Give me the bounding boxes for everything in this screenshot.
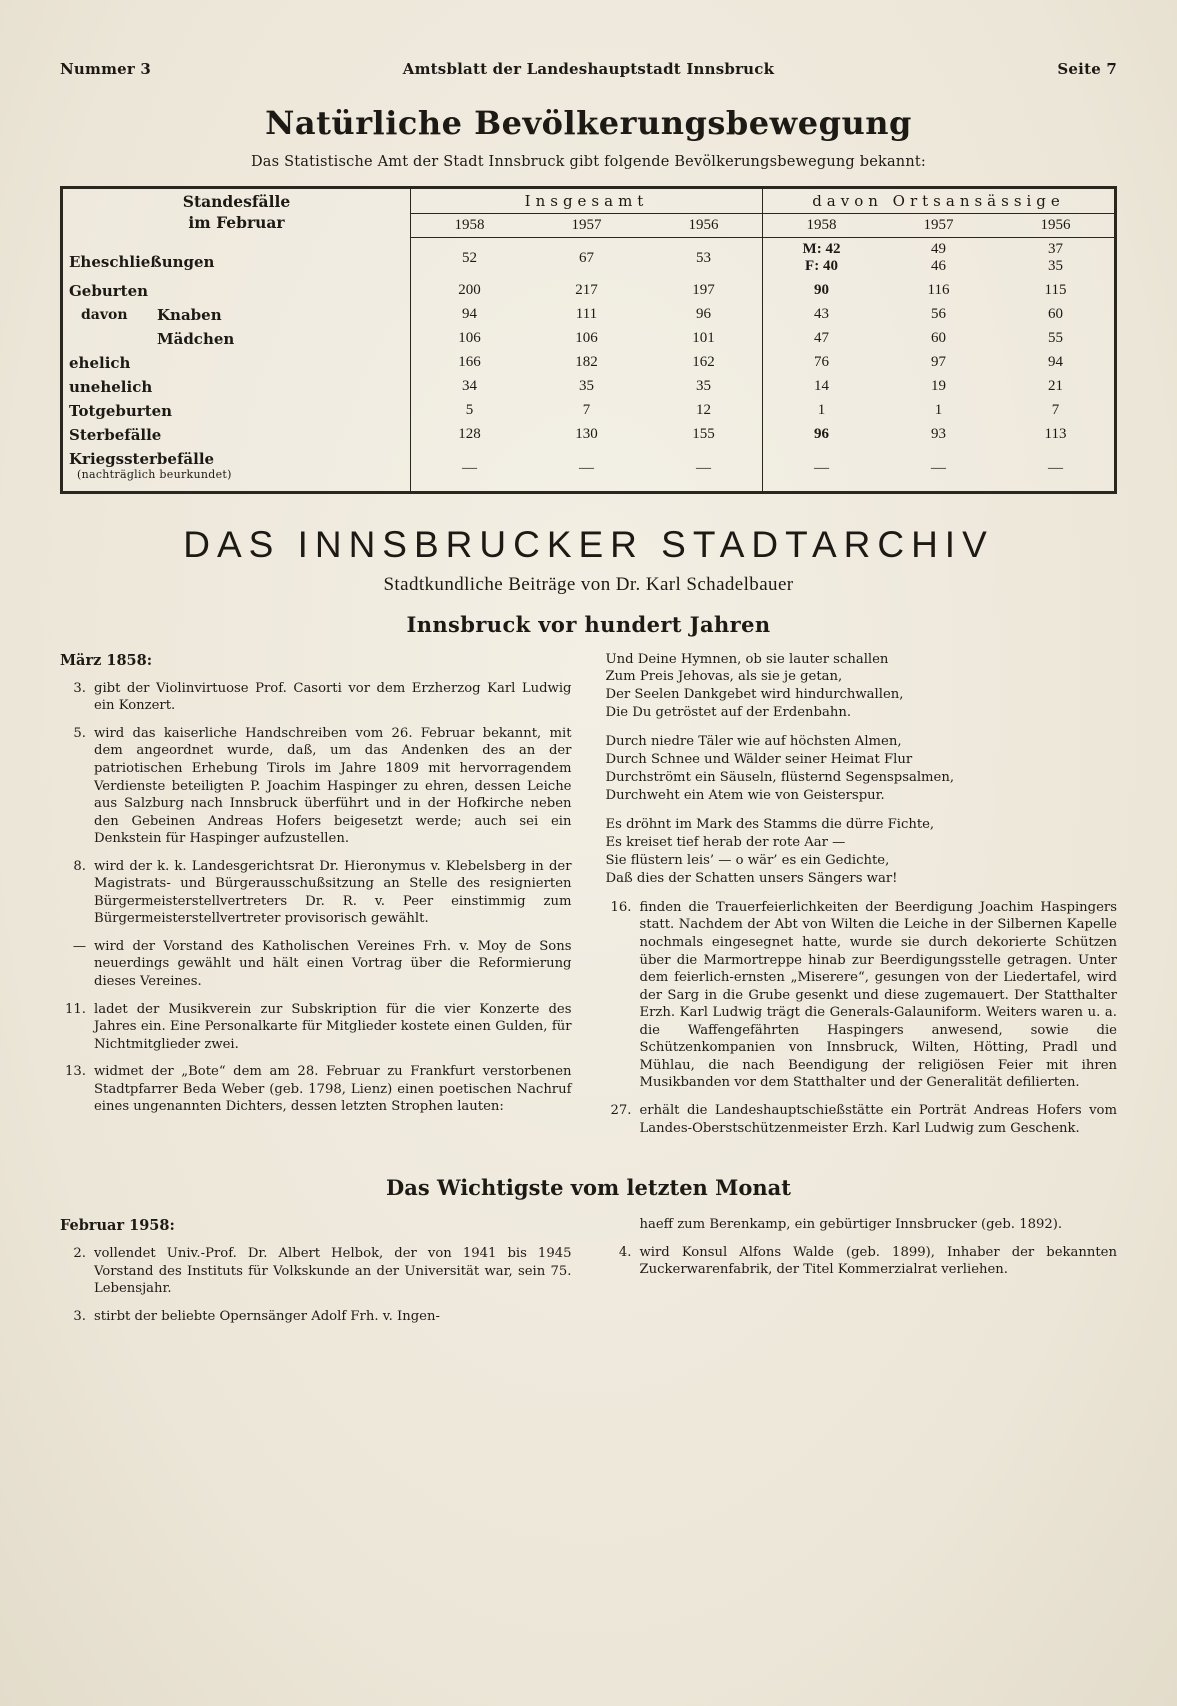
cell-local-1957: 1 [934, 402, 943, 418]
entry-number: 27. [610, 1102, 632, 1118]
cell-total-1957: 182 [575, 354, 598, 370]
cell-local-1958: — [814, 460, 829, 476]
table-row [63, 279, 1114, 303]
entry-number: 4. [618, 1244, 632, 1260]
cell-total-1957: 130 [575, 426, 598, 442]
statistics-table-frame [60, 186, 1117, 494]
entry-text: stirbt der beliebte Opernsänger Adolf Frh. v. Ingen- [94, 1308, 440, 1324]
row-label: Eheschließungen [63, 238, 411, 279]
row-label: Kriegssterbefälle [69, 449, 215, 468]
verse-stanza [606, 651, 1118, 723]
entry-number: 8. [73, 858, 86, 874]
entry-text: vollendet Univ.-Prof. Dr. Albert Helbok, der von 1941 bis 1945 Vorstand des Instituts für Volkskunde an der Universität war, sein 75. Lebensjahr. [94, 1246, 572, 1297]
group-header-local: davon Ortsansässige [763, 189, 1115, 214]
year-local-1956: 1956 [997, 214, 1114, 238]
entry-number: 11. [65, 1001, 86, 1017]
cell-total-1957: — [579, 460, 594, 476]
list-item [60, 1063, 572, 1116]
cell-total-1957: 7 [582, 402, 591, 418]
entry-number: — [72, 938, 86, 954]
entry-number: 3. [73, 1308, 86, 1324]
cell-total-1958: 200 [458, 282, 481, 298]
table-group-header-row [63, 189, 1114, 214]
cell-total-1958: 5 [465, 402, 474, 418]
entry-number: 2. [73, 1246, 86, 1262]
list-item [60, 725, 572, 848]
cell-local-1957: 49 46 [931, 241, 946, 275]
cell-total-1956: 12 [645, 399, 763, 423]
verse-line: Es dröhnt im Mark des Stamms die dürre Fichte, [605, 817, 935, 833]
year-total-1957: 1957 [528, 214, 645, 238]
entry-text: wird Konsul Alfons Walde (geb. 1899), Inhaber der bekannten Zuckerwarenfabrik, der Titel Kommerzialrat verliehen. [639, 1244, 1117, 1278]
cell-total-1958: 106 [458, 330, 481, 346]
monthly-left-datehead: Februar 1958: [60, 1217, 175, 1235]
cell-local-1957: 116 [927, 282, 950, 298]
cell-local-1957: 60 [931, 330, 946, 346]
verse-line: Durch Schnee und Wälder seiner Heimat Flur [605, 752, 913, 768]
entry-number [606, 1216, 640, 1234]
verse-stanza [606, 816, 1118, 888]
cell-total-1958: 166 [458, 354, 481, 370]
verse-line: Daß dies der Schatten unsers Sängers war! [605, 870, 898, 886]
row-label: Mädchen [157, 329, 235, 348]
entry-text: erhält die Landeshauptschießstätte ein Porträt Andreas Hofers vom Landes-Oberstschützenmeister Erzh. Karl Ludwig zum Geschenk. [639, 1102, 1117, 1136]
verse-line: Der Seelen Dankgebet wird hindurchwallen, [605, 687, 904, 703]
verse-line: Es kreiset tief herab der rote Aar — [605, 835, 846, 851]
cell-local-1956: 55 [1048, 330, 1063, 346]
cell-total-1958: — [462, 460, 477, 476]
cell-total-1957: 106 [575, 330, 598, 346]
verse-line: Durchweht ein Atem wie von Geisterspur. [605, 788, 885, 804]
year-total-1956: 1956 [645, 214, 763, 238]
cell-local-1957: 93 [931, 426, 946, 442]
corner-label-line2: im Februar [188, 213, 285, 233]
table-row [63, 303, 1114, 327]
cell-total-1956: 155 [645, 423, 763, 447]
monthly-right-column [606, 1216, 1118, 1335]
list-item [60, 1245, 572, 1298]
running-head-right: Seite 7 [1057, 60, 1117, 78]
cell-total-1958: 34 [462, 378, 477, 394]
archive-section-head: Innsbruck vor hundert Jahren [406, 611, 771, 637]
row-label-maedchen [63, 327, 411, 351]
statistics-table [63, 189, 1114, 491]
year-local-1957: 1957 [880, 214, 997, 238]
row-label: Sterbefälle [63, 423, 411, 447]
cell-local-1958: 96 [814, 426, 829, 442]
page-content [60, 60, 1117, 1336]
cell-total-1956: 96 [645, 303, 763, 327]
running-head-left: Nummer 3 [60, 60, 152, 78]
verse-line: Zum Preis Jehovas, als sie je getan, [605, 669, 843, 685]
archive-subtitle: Stadtkundliche Beiträge von Dr. Karl Schadelbauer [383, 573, 794, 595]
cell-total-1956: 162 [645, 351, 763, 375]
cell-total-1956: 53 [645, 238, 763, 279]
year-total-1958: 1958 [411, 214, 529, 238]
cell-total-1956: — [645, 447, 763, 491]
cell-total-1958: 52 [462, 249, 477, 266]
row-label: Totgeburten [63, 399, 411, 423]
verse-line: Durch niedre Täler wie auf höchsten Almen, [605, 734, 902, 750]
cell-total-1957: 217 [575, 282, 598, 298]
cell-local-1956: 21 [1048, 378, 1063, 394]
entry-text: wird das kaiserliche Handschreiben vom 26. Februar bekannt, mit dem angeordnet wurde, daß, um das Andenken des an der patriotischen Erhebung Tirols im Jahre 1809 mit hervorragendem Verdienste beteiligten P. Joachim Haspinger zu ehren, dessen Leiche aus Salzburg nach Innsbruck überführt und in der Hofkirche neben den Gebeinen Andreas Hofers beigesetzt werde; auch sei ein Denkstein für Haspinger aufzustellen. [94, 725, 572, 847]
cell-total-1957: 111 [575, 306, 598, 322]
cell-local-1958: 14 [814, 378, 829, 394]
entry-text: gibt der Violinvirtuose Prof. Casorti vor dem Erzherzog Karl Ludwig ein Konzert. [94, 680, 572, 714]
entry-number: 5. [73, 725, 86, 741]
entry-text: finden die Trauerfeierlichkeiten der Beerdigung Joachim Haspingers statt. Nachdem der Abt von Wilten die Leiche in der Silbernen Kapelle nochmals eingesegnet hatte, wurde sie durch dekorierte Schützen über die Marmortreppe hinab zur Beerdigungsstelle getragen. Unter dem feierlich-ernsten „Miserere“, gesungen von der Liedertafel, wird der Sarg in die Grube gesenkt und diese zugemauert. Der Statthalter Erzh. Karl Ludwig trägt die Generals-Galauniform. Weiters waren u. a. die Waffengefährten Haspingers anwesend, sowie die Schützenkompanien von Innsbruck, Wilten, Hötting, Pradl und Mühlau, die nach Beendigung der religiösen Feier mit ihren Musikbanden vor dem Statthalter und der Generalität defilierten. [639, 899, 1117, 1091]
monthly-columns [60, 1216, 1117, 1335]
entry-number: 16. [610, 899, 632, 915]
entry-number: 3. [73, 680, 86, 696]
cell-total-1958: 128 [458, 426, 481, 442]
cell-total-1957: 35 [579, 378, 594, 394]
archive-right-column [606, 651, 1118, 1148]
row-label-note: (nachträglich beurkundet) [77, 467, 232, 481]
cell-local-1956: 60 [1048, 306, 1063, 322]
list-item [60, 938, 572, 991]
row-label-war-deaths [63, 447, 411, 491]
table-row [63, 238, 1114, 279]
page-title: Natürliche Bevölkerungsbewegung [265, 104, 912, 142]
verse-line: Die Du getröstet auf der Erdenbahn. [605, 705, 852, 721]
archive-left-datehead: März 1858: [60, 651, 153, 669]
row-label: unehelich [63, 375, 411, 399]
cell-local-1957: 56 [931, 306, 946, 322]
running-head [60, 60, 1117, 82]
table-row [63, 447, 1114, 491]
cell-local-1957: — [931, 460, 946, 476]
cell-local-1956: 7 [1051, 402, 1060, 418]
cell-total-1956: 197 [645, 279, 763, 303]
archive-left-column [60, 651, 572, 1148]
table-row [63, 399, 1114, 423]
list-item [60, 1001, 572, 1054]
running-head-center: Amtsblatt der Landeshauptstadt Innsbruck [402, 60, 775, 78]
monthly-left-column [60, 1216, 572, 1335]
table-row [63, 351, 1114, 375]
cell-local-1956: 113 [1044, 426, 1067, 442]
verse-line: Durchströmt ein Säuseln, flüsternd Segenspsalmen, [605, 770, 955, 786]
list-item [60, 1308, 572, 1326]
row-label: ehelich [63, 351, 411, 375]
row-label-knaben [63, 303, 411, 327]
table-corner-label [63, 189, 411, 238]
verse-line: Sie flüstern leis’ — o wär’ es ein Gedichte, [605, 853, 890, 869]
verse-line: Und Deine Hymnen, ob sie lauter schallen [605, 651, 889, 667]
entry-number: 13. [65, 1064, 86, 1080]
table-row [63, 327, 1114, 351]
cell-total-1958: 94 [462, 306, 477, 322]
cell-local-1958: 1 [817, 402, 826, 418]
cell-local-1957: 97 [931, 354, 946, 370]
list-item [606, 1244, 1118, 1279]
group-header-total: Insgesamt [411, 189, 763, 214]
list-item [606, 1102, 1118, 1137]
corner-label-line1: Standesfälle [182, 192, 291, 212]
cell-local-1956: 115 [1044, 282, 1067, 298]
cell-local-1956: — [1048, 460, 1063, 476]
cell-total-1956: 101 [645, 327, 763, 351]
row-label: Knaben [157, 305, 222, 324]
archive-columns [60, 651, 1117, 1148]
verse-stanza [606, 733, 1118, 805]
cell-total-1956: 35 [645, 375, 763, 399]
cell-total-1957: 67 [579, 249, 594, 266]
entry-text: wird der Vorstand des Katholischen Vereines Frh. v. Moy de Sons neuerdings gewählt und hält einen Vortrag über die Reformierung dieses Vereines. [94, 938, 572, 989]
cell-local-1958: 47 [814, 330, 829, 346]
davon-label: davon [81, 306, 128, 323]
entry-text: widmet der „Bote“ dem am 28. Februar zu Frankfurt verstorbenen Stadtpfarrer Beda Weber (geb. 1798, Lienz) einen poetischen Nachruf eines ungenannten Dichters, dessen letzten Strophen lauten: [94, 1064, 572, 1115]
cell-local-1956: 37 35 [1048, 241, 1063, 275]
list-item [60, 680, 572, 715]
monthly-section-head: Das Wichtigste vom letzten Monat [386, 1175, 791, 1201]
entry-text: ladet der Musikverein zur Subskription für die vier Konzerte des Jahres ein. Eine Personalkarte für Mitglieder kostete einen Gulden, für Nichtmitglieder zwei. [94, 1001, 572, 1052]
row-label: Geburten [63, 279, 411, 303]
cell-local-1958: 76 [814, 354, 829, 370]
cell-local-1958: M: 42 F: 40 [802, 241, 841, 275]
cell-local-1957: 19 [931, 378, 946, 394]
list-item [606, 1216, 1118, 1234]
cell-local-1958: 43 [814, 306, 829, 322]
table-row [63, 423, 1114, 447]
entry-text: haeff zum Berenkamp, ein gebürtiger Innsbrucker (geb. 1892). [639, 1217, 1063, 1233]
year-local-1958: 1958 [763, 214, 881, 238]
archive-title: DAS INNSBRUCKER STADTARCHIV [183, 523, 994, 565]
table-row [63, 375, 1114, 399]
list-item [60, 858, 572, 928]
list-item [606, 899, 1118, 1092]
page-subtitle: Das Statistische Amt der Stadt Innsbruck gibt folgende Bevölkerungsbewegung bekannt: [250, 154, 926, 170]
cell-local-1958: 90 [814, 282, 829, 298]
cell-local-1956: 94 [1048, 354, 1063, 370]
entry-text: wird der k. k. Landesgerichtsrat Dr. Hieronymus v. Klebelsberg in der Magistrats- und Bürgerausschußsitzung an Stelle des resignierten Bürgermeisterstellvertreters Dr. R. v. Peer einstimmig zum Bürgermeisterstellvertreter provisorisch gewählt. [94, 858, 572, 927]
